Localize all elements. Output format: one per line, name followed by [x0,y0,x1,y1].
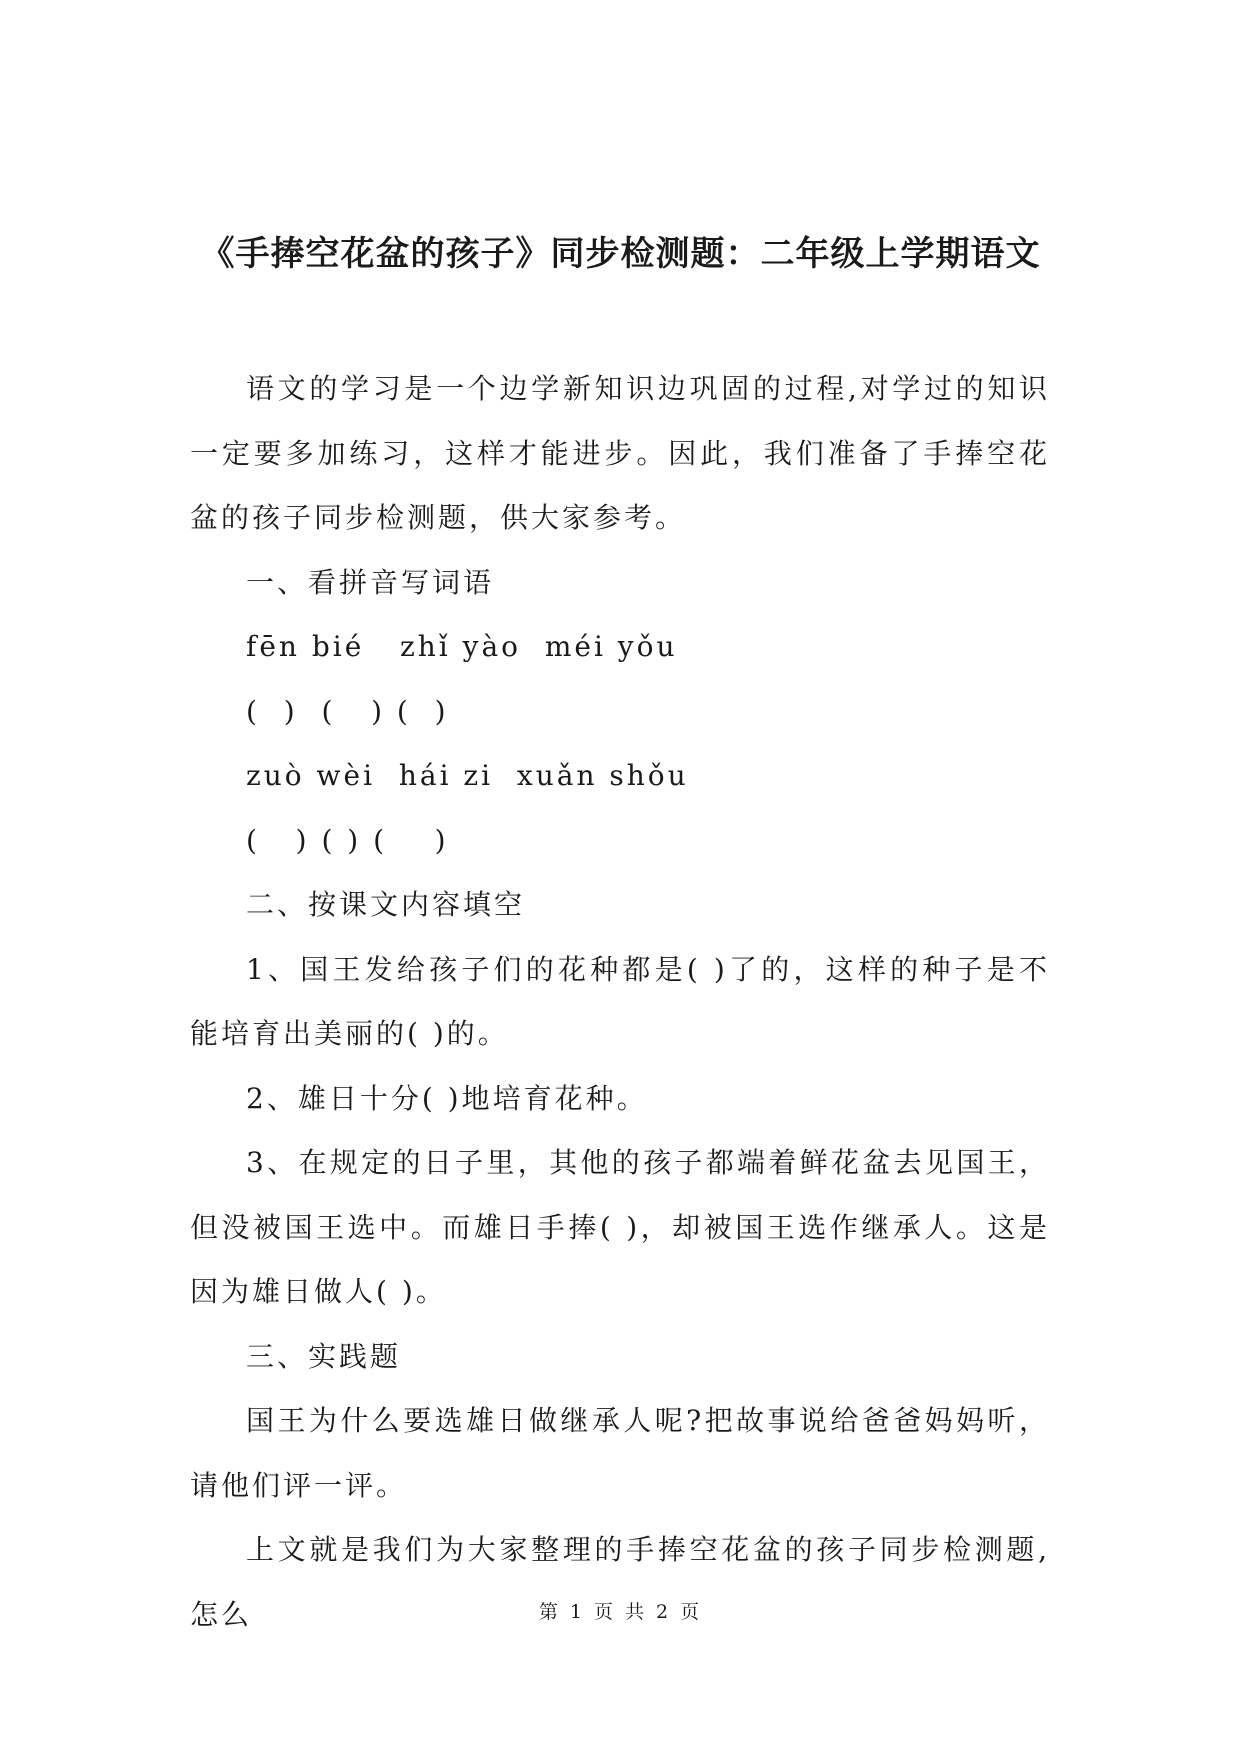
section-heading-fill: 二、按课文内容填空 [246,888,526,921]
practice-question: 国王为什么要选雄日做继承人呢?把故事说给爸爸妈妈听，请他们评一评。 [190,1404,1050,1502]
pinyin-line-1: fēn bié zhǐ yào méi yǒu [246,630,678,663]
answer-blanks-2: ( ) ( ) ( ) [246,823,449,857]
fill-question-3: 3、在规定的日子里，其他的孩子都端着鲜花盆去见国王，但没被国王选中。而雄日手捧( )，却被国王选作继承人。这是因为雄日做人( )。 [190,1146,1050,1308]
section-heading-practice: 三、实践题 [246,1339,402,1373]
answer-blanks-1: ( ) ( ) ( ) [246,694,449,728]
page-footer: 第 1 页 共 2 页 [538,1601,703,1623]
pinyin-line-2: zuò wèi hái zi xuǎn shǒu [246,759,689,792]
fill-question-1: 1、国王发给孩子们的花种都是( )了的，这样的种子是不能培育出美丽的( )的。 [190,952,1050,1050]
closing-paragraph: 上文就是我们为大家整理的手捧空花盆的孩子同步检测题,怎么 [190,1533,1050,1631]
fill-question-2: 2、雄日十分( )地培育花种。 [246,1081,648,1115]
intro-paragraph: 语文的学习是一个边学新知识边巩固的过程,对学过的知识一定要多加练习，这样才能进步。因此，我们准备了手捧空花盆的孩子同步检测题，供大家参考。 [190,372,1050,534]
document-body [190,357,1050,1647]
document-title: 《手捧空花盆的孩子》同步检测题：二年级上学期语文 [200,234,1041,274]
section-heading-pinyin: 一、看拼音写词语 [246,565,495,599]
